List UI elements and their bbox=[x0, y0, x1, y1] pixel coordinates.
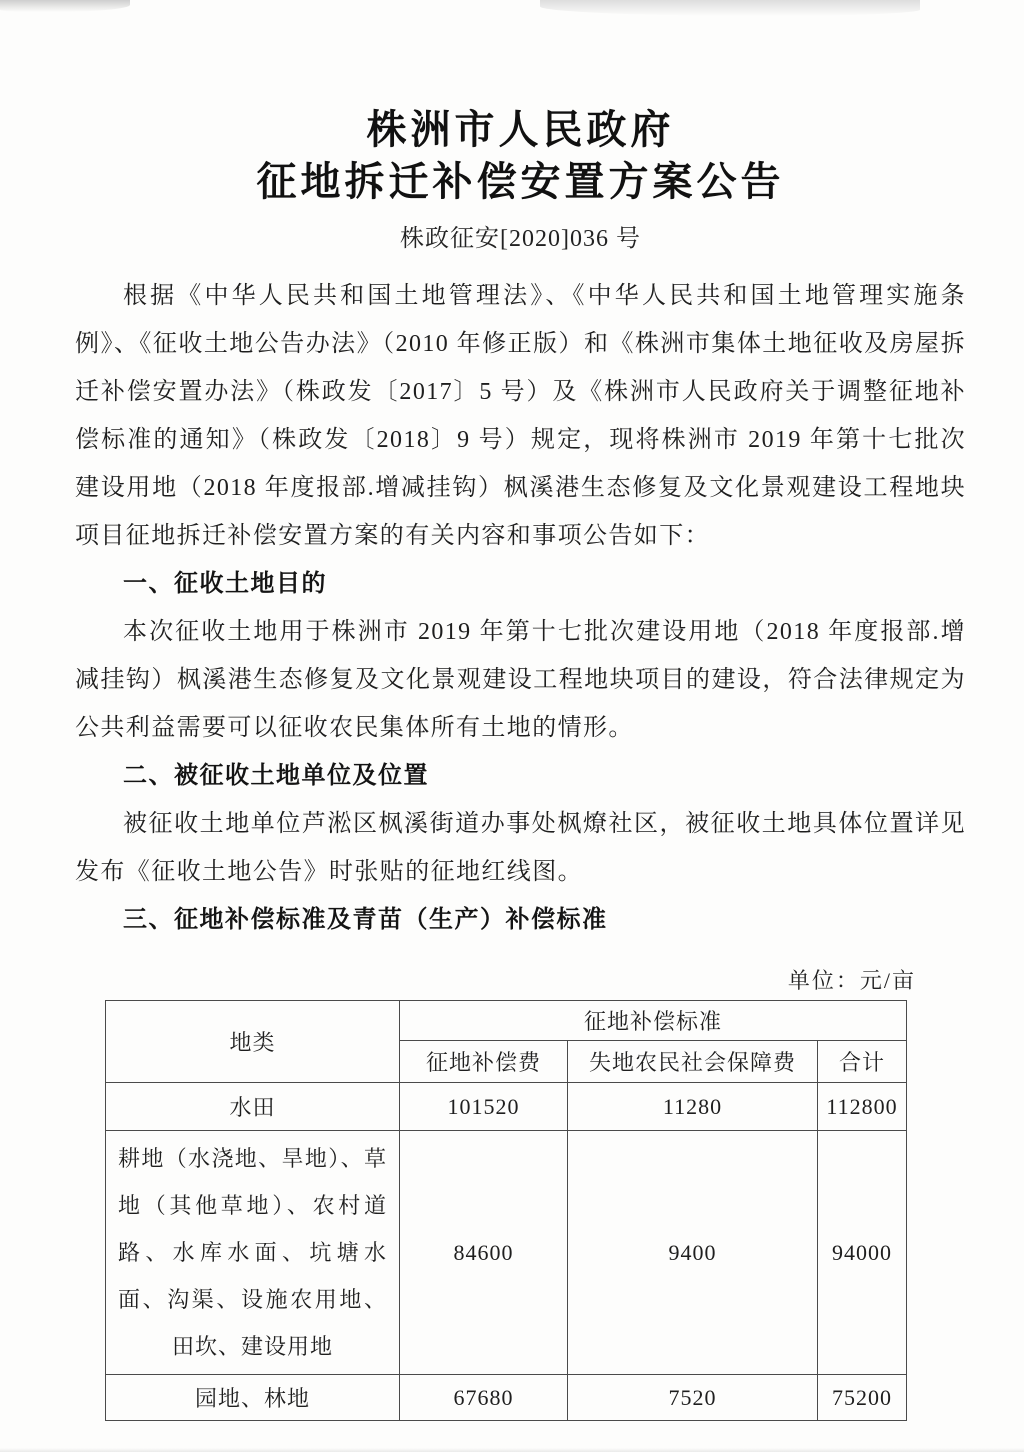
section-2-paragraph: 被征收土地单位芦淞区枫溪街道办事处枫燎社区，被征收土地具体位置详见发布《征收土地公告》时张贴的征地红线图。 bbox=[75, 811, 966, 885]
table-row-farmland-other bbox=[106, 1131, 907, 1375]
table-unit-label: 单位：元/亩 bbox=[787, 968, 916, 993]
title-line-2: 征地拆迁补偿安置方案公告 bbox=[256, 159, 785, 204]
table-header-row-group bbox=[106, 1001, 907, 1041]
header-cell-total: 合计 bbox=[818, 1041, 907, 1083]
document-title bbox=[75, 104, 966, 208]
header-cell-compensation-fee: 征地补偿费 bbox=[400, 1041, 568, 1083]
cell-social-security-fee: 11280 bbox=[568, 1083, 818, 1131]
table-row-paddy-field bbox=[106, 1083, 907, 1131]
cell-total: 112800 bbox=[818, 1083, 907, 1131]
cell-land-type: 耕地（水浇地、旱地）、草地（其他草地）、农村道路、水库水面、坑塘水面、沟渠、设施农用地、田坎、建设用地 bbox=[106, 1131, 400, 1375]
cell-social-security-fee: 9400 bbox=[568, 1131, 818, 1375]
document-body bbox=[75, 104, 966, 1421]
scan-artifact-top-left bbox=[0, 0, 130, 12]
compensation-table bbox=[105, 1000, 907, 1421]
cell-land-type: 水田 bbox=[106, 1083, 400, 1131]
table-row-garden-forest bbox=[106, 1375, 907, 1421]
cell-land-type: 园地、林地 bbox=[106, 1375, 400, 1421]
header-cell-social-security-fee: 失地农民社会保障费 bbox=[568, 1041, 818, 1083]
section-1-heading: 一、征收土地目的 bbox=[123, 571, 327, 597]
intro-paragraph: 根据《中华人民共和国土地管理法》、《中华人民共和国土地管理实施条例》、《征收土地公告办法》（2010 年修正版）和《株洲市集体土地征收及房屋拆迁补偿安置办法》（株政发〔2017〕5 号）及《株洲市人民政府关于调整征地补偿标准的通知》（株政发〔2018〕9 号）规定，现将株洲市 2019 年第十七批次建设用地（2018 年度报部.增减挂钩）枫溪港生态修复及文化景观建设工程地块项目征地拆迁补偿安置方案的有关内容和事项公告如下： bbox=[75, 283, 966, 549]
cell-compensation-fee: 67680 bbox=[400, 1375, 568, 1421]
document-number: 株政征安[2020]036 号 bbox=[400, 226, 641, 252]
cell-social-security-fee: 7520 bbox=[568, 1375, 818, 1421]
scan-artifact-bottom-edge bbox=[0, 1448, 1024, 1452]
cell-compensation-fee: 101520 bbox=[400, 1083, 568, 1131]
scan-artifact-top-right bbox=[540, 0, 920, 16]
cell-compensation-fee: 84600 bbox=[400, 1131, 568, 1375]
title-line-1: 株洲市人民政府 bbox=[366, 107, 675, 152]
header-cell-compensation-group: 征地补偿标准 bbox=[400, 1001, 907, 1041]
section-3-heading: 三、征地补偿标准及青苗（生产）补偿标准 bbox=[123, 907, 608, 933]
section-2-heading: 二、被征收土地单位及位置 bbox=[123, 763, 429, 789]
header-cell-land-type: 地类 bbox=[106, 1001, 400, 1083]
cell-total: 94000 bbox=[818, 1131, 907, 1375]
cell-total: 75200 bbox=[818, 1375, 907, 1421]
section-1-paragraph: 本次征收土地用于株洲市 2019 年第十七批次建设用地（2018 年度报部.增减挂钩）枫溪港生态修复及文化景观建设工程地块项目的建设，符合法律规定为公共利益需要可以征收农民集体所有土地的情形。 bbox=[75, 619, 966, 741]
